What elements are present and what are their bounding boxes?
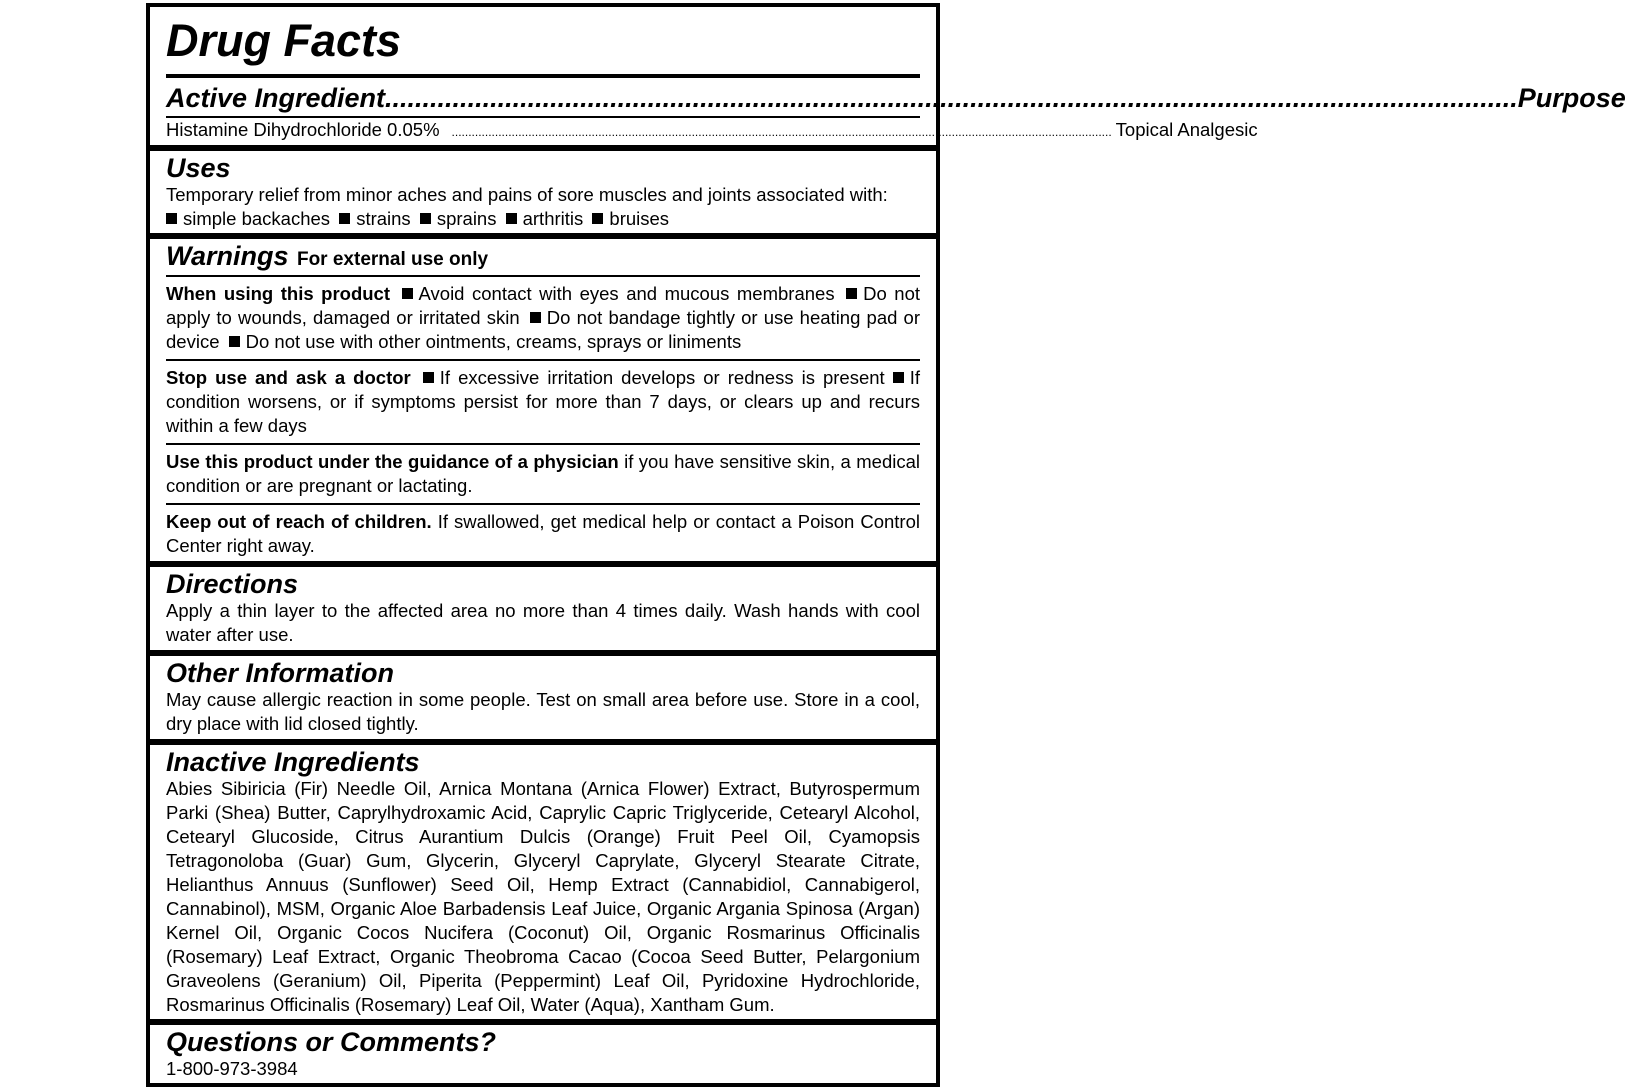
warning-item: If condition worsens, or if symptoms persist for more than 7 days, or clears up and recurs within a few days bbox=[166, 367, 921, 436]
active-ingredient-row bbox=[166, 118, 1258, 144]
uses-text bbox=[166, 183, 920, 231]
active-ingredient-heading: Active Ingredient bbox=[166, 83, 386, 113]
section-divider bbox=[146, 145, 940, 151]
other-info-text: May cause allergic reaction in some people. Test on small area before use. Store in a cool, dry place with lid closed tightly. bbox=[166, 689, 920, 734]
directions-text: Apply a thin layer to the affected area no more than 4 times daily. Wash hands with cool water after use. bbox=[166, 600, 920, 645]
drug-facts-panel bbox=[146, 3, 1626, 1087]
subsection-divider bbox=[166, 275, 920, 277]
inactive-heading: Inactive Ingredients bbox=[166, 747, 420, 777]
section-divider bbox=[146, 1019, 940, 1025]
warnings-heading: Warnings bbox=[166, 241, 289, 271]
directions-heading: Directions bbox=[166, 569, 299, 599]
warning-item: If excessive irritation develops or redness is present bbox=[439, 367, 885, 388]
warning-item: Do not apply to wounds, damaged or irritated skin bbox=[166, 283, 921, 328]
purpose-heading: Purpose bbox=[1517, 83, 1626, 113]
uses-item: arthritis bbox=[522, 208, 584, 229]
when-using-label: When using this product bbox=[166, 283, 390, 304]
questions-phone: 1-800-973-3984 bbox=[166, 1058, 298, 1079]
stop-use-block bbox=[166, 366, 920, 438]
bullet-icon bbox=[166, 213, 177, 224]
bullet-icon bbox=[506, 213, 517, 224]
bullet-icon bbox=[530, 312, 541, 323]
bullet-icon bbox=[592, 213, 603, 224]
children-text: If swallowed, get medical help or contact a Poison Control Center right away. bbox=[166, 511, 920, 556]
active-ingredient-purpose: Topical Analgesic bbox=[1115, 119, 1258, 140]
section-divider bbox=[146, 233, 940, 239]
bullet-icon bbox=[229, 336, 240, 347]
children-block bbox=[166, 510, 920, 558]
heading-leader-dots: ....................................................................................................................................................... bbox=[385, 83, 1518, 113]
bullet-icon bbox=[423, 372, 434, 383]
other-info-heading: Other Information bbox=[166, 658, 394, 688]
bullet-icon bbox=[846, 288, 857, 299]
uses-item: bruises bbox=[609, 208, 670, 229]
active-heading-row bbox=[166, 81, 1626, 115]
active-ingredient-name: Histamine Dihydrochloride 0.05% bbox=[166, 119, 440, 140]
bullet-icon bbox=[339, 213, 350, 224]
physician-text: if you have sensitive skin, a medical condition or are pregnant or lactating. bbox=[166, 451, 921, 496]
physician-label: Use this product under the guidance of a physician bbox=[166, 451, 619, 472]
bullet-icon bbox=[402, 288, 413, 299]
inactive-text: Abies Sibiricia (Fir) Needle Oil, Arnica Montana (Arnica Flower) Extract, Butyrospermum Parki (Shea) Butter, Caprylhydroxamic Acid, Caprylic Capric Triglyceride, Cetearyl Alcohol, Cetearyl Glucoside, Citrus Aurantium Dulcis (Orange) Fruit Peel Oil, Cyamopsis Tetragonoloba (Guar) Gum, Glycerin, Glyceryl Caprylate, Glyceryl Stearate Citrate, Helianthus Annuus (Sunflower) Seed Oil, Hemp Extract (Cannabidiol, Cannabigerol, Cannabinol), MSM, Organic Aloe Barbadensis Leaf Juice, Organic Argania Spinosa (Argan) Kernel Oil, Organic Cocos Nucifera (Coconut) Oil, Organic Rosmarinus Officinalis (Rosemary) Leaf Extract, Organic Theobroma Cacao (Cocoa Seed Butter, Pelargonium Graveolens (Geranium) Oil, Piperita (Peppermint) Leaf Oil, Pyridoxine Hydrochloride, Rosmarinus Officinalis (Rosemary) Leaf Oil, Water (Aqua), Xantham Gum. bbox=[166, 778, 920, 1015]
bullet-icon bbox=[420, 213, 431, 224]
warnings-subheading: For external use only bbox=[296, 249, 489, 270]
subsection-divider bbox=[166, 443, 920, 445]
stop-use-label: Stop use and ask a doctor bbox=[166, 367, 411, 388]
uses-item: simple backaches bbox=[183, 208, 331, 229]
ingredient-leader-dots: ...................................................................................................................................................................................................... bbox=[451, 125, 1112, 139]
when-using-block bbox=[166, 282, 920, 354]
uses-heading: Uses bbox=[166, 153, 231, 183]
title-divider bbox=[166, 74, 920, 78]
bullet-icon bbox=[893, 372, 904, 383]
physician-block bbox=[166, 450, 920, 498]
uses-intro: Temporary relief from minor aches and pains of sore muscles and joints associated with: bbox=[166, 184, 888, 205]
section-divider bbox=[146, 561, 940, 567]
warning-item: Do not bandage tightly or use heating pad or device bbox=[166, 307, 920, 352]
uses-item: sprains bbox=[436, 208, 497, 229]
page-title: Drug Facts bbox=[166, 15, 402, 66]
warnings-heading-wrap bbox=[166, 240, 488, 277]
warning-item: Do not use with other ointments, creams, sprays or liniments bbox=[245, 331, 742, 352]
uses-item: strains bbox=[356, 208, 411, 229]
questions-heading: Questions or Comments? bbox=[166, 1027, 497, 1057]
section-divider bbox=[146, 739, 940, 745]
warning-item: Avoid contact with eyes and mucous membranes bbox=[418, 283, 835, 304]
subsection-divider bbox=[166, 503, 920, 505]
subsection-divider bbox=[166, 359, 920, 361]
section-divider bbox=[146, 650, 940, 656]
children-label: Keep out of reach of children. bbox=[166, 511, 432, 532]
